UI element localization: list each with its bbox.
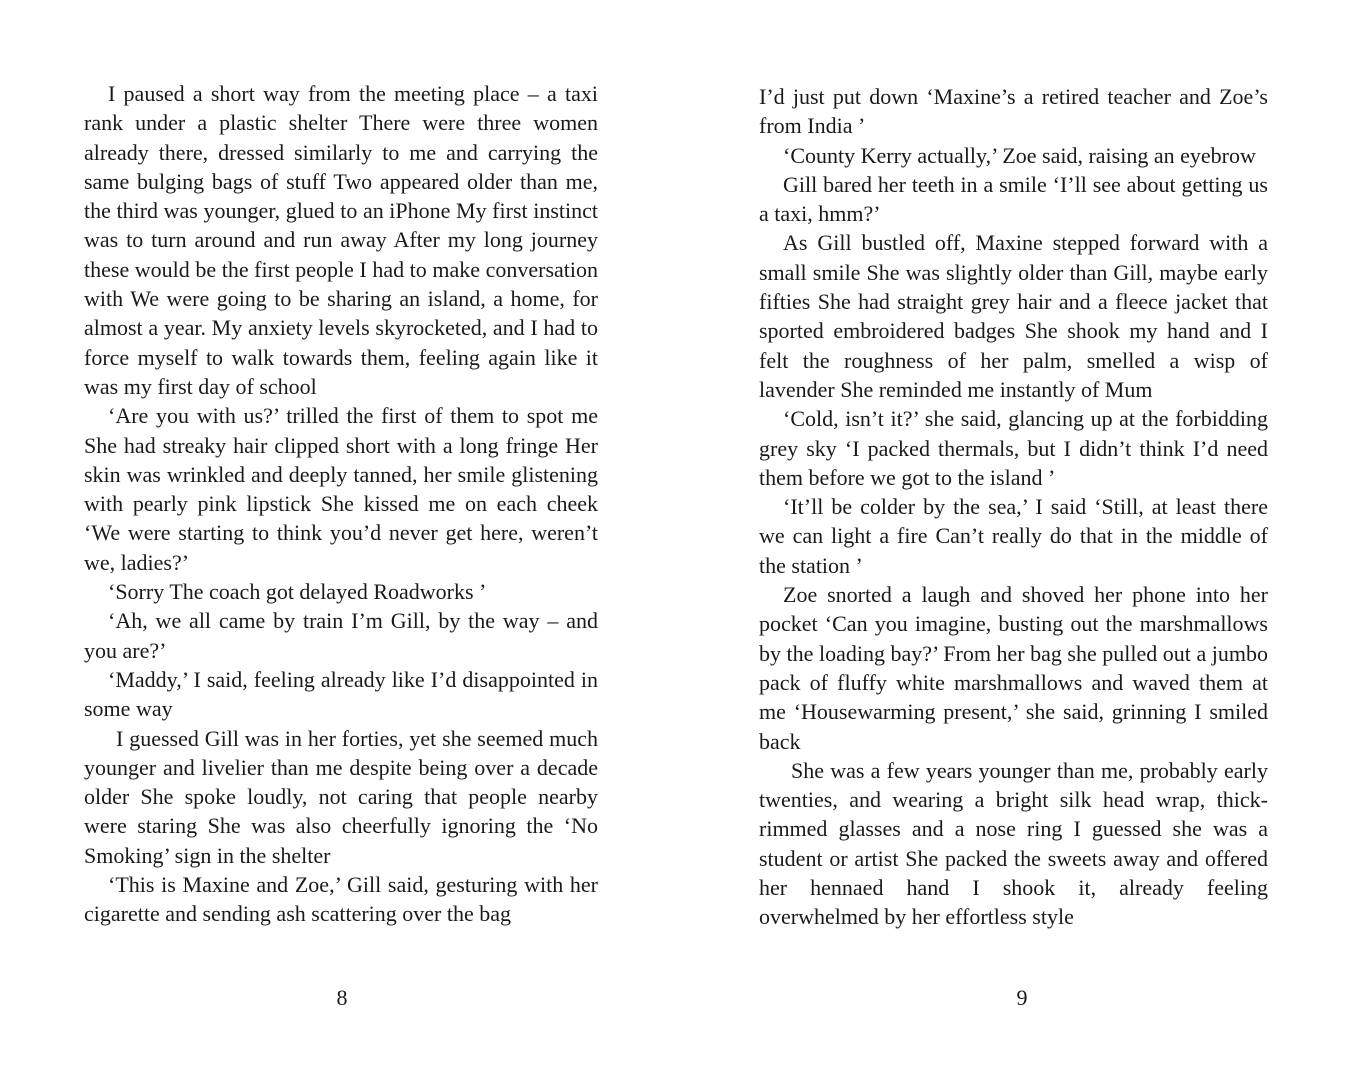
paragraph: ‘Cold, isn’t it?’ she said, glancing up at the forbidding grey sky ‘I packed thermals, but I didn’t think I’d need them before we got to the island ’ (759, 406, 1268, 490)
paragraph: Zoe snorted a laugh and shoved her phone into her pocket ‘Can you imagine, busting out the marshmallows by the loading bay?’ From her bag she pulled out a jumbo pack of fluffy white marshmallows and waved them at me ‘Housewarming present,’ she said, grinning I smiled back (759, 582, 1268, 754)
paragraph: She was a few years younger than me, probably early twenties, and wearing a bright silk head wrap, thick-rimmed glasses and a nose ring I guessed she was a student or artist She packed the sweets away and offered her hennaed hand I shook it, already feeling overwhelmed by her effortless style (759, 757, 1268, 930)
paragraph: I guessed Gill was in her forties, yet she seemed much younger and livelier than me despite being over a decade older She spoke loudly, not caring that people nearby were staring She was also cheerfully ignoring the ‘No Smoking’ sign in the shelter (84, 725, 598, 868)
paragraph: ‘County Kerry actually,’ Zoe said, raising an eyebrow (783, 142, 1256, 168)
paragraph: ‘It’ll be colder by the sea,’ I said ‘Still, at least there we can light a fire Can’t really do that in the middle of the station ’ (759, 494, 1268, 578)
paragraph: ‘Sorry The coach got delayed Roadworks ’ (108, 579, 487, 605)
paragraph: ‘This is Maxine and Zoe,’ Gill said, gesturing with her cigarette and sending ash scattering over the bag (84, 872, 598, 927)
paragraph: ‘Ah, we all came by train I’m Gill, by the way – and you are?’ (84, 608, 598, 663)
paragraph: As Gill bustled off, Maxine stepped forward with a small smile She was slightly older than Gill, maybe early fifties She had straight grey hair and a fleece jacket that sported embroidered badges She shook my hand and I felt the roughness of her palm, smelled a wisp of lavender She reminded me instantly of Mum (759, 230, 1268, 402)
page-number: 8 (336, 985, 348, 1010)
paragraph: I’d just put down ‘Maxine’s a retired teacher and Zoe’s from India ’ (759, 84, 1268, 139)
paragraph: Gill bared her teeth in a smile ‘I’ll see about getting us a taxi, hmm?’ (759, 171, 1268, 227)
paragraph: ‘Are you with us?’ trilled the first of them to spot me She had streaky hair clipped short with a long fringe Her skin was wrinkled and deeply tanned, her smile glistening with pearly pink lipstick She kissed me on each cheek ‘We were starting to think you’d never get here, weren’t we, ladies?’ (84, 403, 598, 575)
right-page (679, 0, 1358, 1080)
right-page-text (759, 82, 1268, 932)
paragraph: ‘Maddy,’ I said, feeling already like I’d disappointed in some way (84, 666, 598, 722)
page-number: 9 (1016, 985, 1028, 1010)
left-page-text (84, 79, 598, 929)
paragraph: I paused a short way from the meeting place – a taxi rank under a plastic shelter There were three women already there, dressed similarly to me and carrying the same bulging bags of stuff Two appeared older than me, the third was younger, glued to an iPhone My first instinct was to turn around and run away After my long journey these would be the first people I had to make conversation with We were going to be sharing an island, a home, for almost a year. My anxiety levels skyrocketed, and I had to force myself to walk towards them, feeling again like it was my first day of school (84, 81, 598, 399)
